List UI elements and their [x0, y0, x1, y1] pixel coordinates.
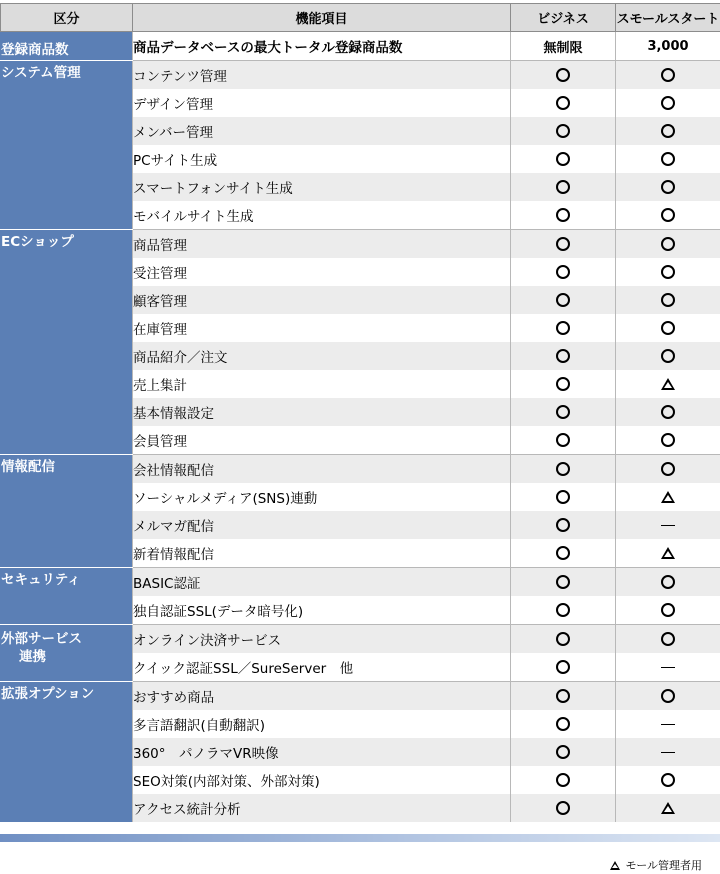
availability-small-start [616, 596, 720, 625]
legend [610, 857, 702, 873]
circle-icon [556, 518, 570, 532]
table-row [1, 230, 720, 259]
availability-small-start [616, 89, 720, 117]
feature-name: おすすめ商品 [133, 682, 511, 711]
circle-icon [661, 575, 675, 589]
feature-name: オンライン決済サービス [133, 625, 511, 654]
circle-icon [661, 180, 675, 194]
dash-icon [661, 752, 675, 753]
availability-business [511, 286, 616, 314]
feature-name: 新着情報配信 [133, 539, 511, 568]
availability-small-start [616, 398, 720, 426]
category-cell [1, 61, 133, 230]
feature-name: 在庫管理 [133, 314, 511, 342]
header-category: 区分 [1, 4, 133, 32]
feature-name: スマートフォンサイト生成 [133, 173, 511, 201]
circle-icon [556, 377, 570, 391]
availability-business [511, 511, 616, 539]
availability-business [511, 314, 616, 342]
feature-name: クイック認証SSL／SureServer 他 [133, 653, 511, 682]
feature-name: 顧客管理 [133, 286, 511, 314]
triangle-icon [661, 547, 675, 559]
circle-icon [556, 660, 570, 674]
availability-business [511, 483, 616, 511]
category-label-line2: 連携 [19, 649, 46, 665]
availability-business [511, 426, 616, 455]
circle-icon [661, 462, 675, 476]
dash-icon [661, 667, 675, 668]
circle-icon [661, 237, 675, 251]
availability-small-start [616, 230, 720, 259]
category-label: ECショップ [1, 234, 74, 250]
circle-icon [556, 462, 570, 476]
circle-icon [661, 152, 675, 166]
dash-icon [661, 525, 675, 526]
availability-small-start [616, 426, 720, 455]
availability-business [511, 568, 616, 597]
circle-icon [556, 603, 570, 617]
availability-small-start [616, 794, 720, 822]
circle-icon [661, 208, 675, 222]
availability-business [511, 539, 616, 568]
circle-icon [556, 546, 570, 560]
feature-name: コンテンツ管理 [133, 61, 511, 90]
circle-icon [556, 152, 570, 166]
circle-icon [661, 293, 675, 307]
circle-icon [556, 349, 570, 363]
feature-name: 会員管理 [133, 426, 511, 455]
availability-small-start [616, 568, 720, 597]
feature-name: 商品紹介／注文 [133, 342, 511, 370]
circle-icon [661, 265, 675, 279]
availability-business [511, 653, 616, 682]
availability-business [511, 61, 616, 90]
availability-business [511, 625, 616, 654]
circle-icon [556, 632, 570, 646]
availability-small-start [616, 710, 720, 738]
availability-business [511, 596, 616, 625]
feature-name: アクセス統計分析 [133, 794, 511, 822]
triangle-icon [610, 861, 620, 870]
circle-icon [556, 490, 570, 504]
availability-small-start [616, 653, 720, 682]
category-cell [1, 455, 133, 568]
table-row [1, 455, 720, 484]
circle-icon [661, 603, 675, 617]
table-row [1, 682, 720, 711]
feature-name: 商品データベースの最大トータル登録商品数 [133, 32, 511, 61]
circle-icon [661, 689, 675, 703]
table-row [1, 32, 720, 61]
availability-small-start [616, 173, 720, 201]
feature-name: SEO対策(内部対策、外部対策) [133, 766, 511, 794]
bottom-gradient-bar [0, 834, 720, 842]
category-label: 外部サービス [1, 631, 82, 647]
feature-name: 受注管理 [133, 258, 511, 286]
circle-icon [661, 124, 675, 138]
availability-business: 無制限 [511, 32, 616, 61]
circle-icon [556, 433, 570, 447]
circle-icon [556, 745, 570, 759]
availability-small-start [616, 455, 720, 484]
feature-name: 独自認証SSL(データ暗号化) [133, 596, 511, 625]
circle-icon [556, 124, 570, 138]
availability-business [511, 117, 616, 145]
circle-icon [556, 180, 570, 194]
category-label: 情報配信 [1, 459, 55, 475]
feature-name: メルマガ配信 [133, 511, 511, 539]
circle-icon [556, 801, 570, 815]
category-label: 拡張オプション [1, 686, 95, 702]
feature-name: 商品管理 [133, 230, 511, 259]
feature-name: 基本情報設定 [133, 398, 511, 426]
availability-small-start [616, 117, 720, 145]
feature-name: 多言語翻訳(自動翻訳) [133, 710, 511, 738]
feature-name: モバイルサイト生成 [133, 201, 511, 230]
circle-icon [556, 575, 570, 589]
availability-small-start [616, 258, 720, 286]
category-label: システム管理 [1, 65, 81, 81]
feature-name: 会社情報配信 [133, 455, 511, 484]
availability-business [511, 258, 616, 286]
circle-icon [556, 773, 570, 787]
availability-small-start [616, 766, 720, 794]
availability-business [511, 173, 616, 201]
availability-small-start [616, 61, 720, 90]
header-plan-business: ビジネス [511, 4, 616, 32]
category-cell [1, 682, 133, 823]
table-body [1, 32, 720, 823]
circle-icon [661, 632, 675, 646]
availability-small-start [616, 342, 720, 370]
legend-text: モール管理者用 [625, 859, 702, 872]
circle-icon [556, 405, 570, 419]
availability-business [511, 89, 616, 117]
circle-icon [556, 321, 570, 335]
category-label: 登録商品数 [1, 42, 69, 58]
header-plan-small-start: スモールスタート [616, 4, 720, 32]
circle-icon [661, 433, 675, 447]
availability-business [511, 398, 616, 426]
availability-small-start [616, 201, 720, 230]
circle-icon [661, 96, 675, 110]
feature-name: PCサイト生成 [133, 145, 511, 173]
circle-icon [661, 773, 675, 787]
circle-icon [556, 717, 570, 731]
availability-small-start [616, 314, 720, 342]
category-cell [1, 32, 133, 61]
circle-icon [661, 405, 675, 419]
feature-name: 360° パノラマVR映像 [133, 738, 511, 766]
circle-icon [556, 208, 570, 222]
circle-icon [556, 68, 570, 82]
availability-business [511, 794, 616, 822]
availability-business [511, 766, 616, 794]
circle-icon [661, 349, 675, 363]
feature-name: 売上集計 [133, 370, 511, 398]
table-row [1, 568, 720, 597]
table-row [1, 625, 720, 654]
availability-small-start [616, 483, 720, 511]
circle-icon [556, 96, 570, 110]
feature-name: BASIC認証 [133, 568, 511, 597]
availability-small-start [616, 682, 720, 711]
dash-icon [661, 724, 675, 725]
header-row [1, 4, 720, 32]
circle-icon [661, 68, 675, 82]
availability-business [511, 455, 616, 484]
availability-business [511, 145, 616, 173]
category-cell [1, 230, 133, 455]
availability-small-start [616, 286, 720, 314]
feature-name: ソーシャルメディア(SNS)連動 [133, 483, 511, 511]
availability-business [511, 682, 616, 711]
category-cell [1, 568, 133, 625]
feature-name: メンバー管理 [133, 117, 511, 145]
availability-small-start [616, 145, 720, 173]
availability-business [511, 738, 616, 766]
triangle-icon [661, 802, 675, 814]
availability-small-start [616, 738, 720, 766]
availability-business [511, 201, 616, 230]
availability-small-start [616, 625, 720, 654]
circle-icon [556, 237, 570, 251]
triangle-icon [661, 491, 675, 503]
circle-icon [556, 293, 570, 307]
header-feature: 機能項目 [133, 4, 511, 32]
category-label: セキュリティ [1, 572, 81, 588]
feature-name: デザイン管理 [133, 89, 511, 117]
availability-small-start [616, 511, 720, 539]
availability-small-start: 3,000 [616, 32, 720, 61]
availability-business [511, 370, 616, 398]
availability-small-start [616, 370, 720, 398]
availability-small-start [616, 539, 720, 568]
category-cell [1, 625, 133, 682]
availability-business [511, 710, 616, 738]
availability-business [511, 342, 616, 370]
feature-comparison-table [0, 3, 720, 823]
circle-icon [661, 321, 675, 335]
triangle-icon [661, 378, 675, 390]
availability-business [511, 230, 616, 259]
table-row [1, 61, 720, 90]
circle-icon [556, 689, 570, 703]
circle-icon [556, 265, 570, 279]
